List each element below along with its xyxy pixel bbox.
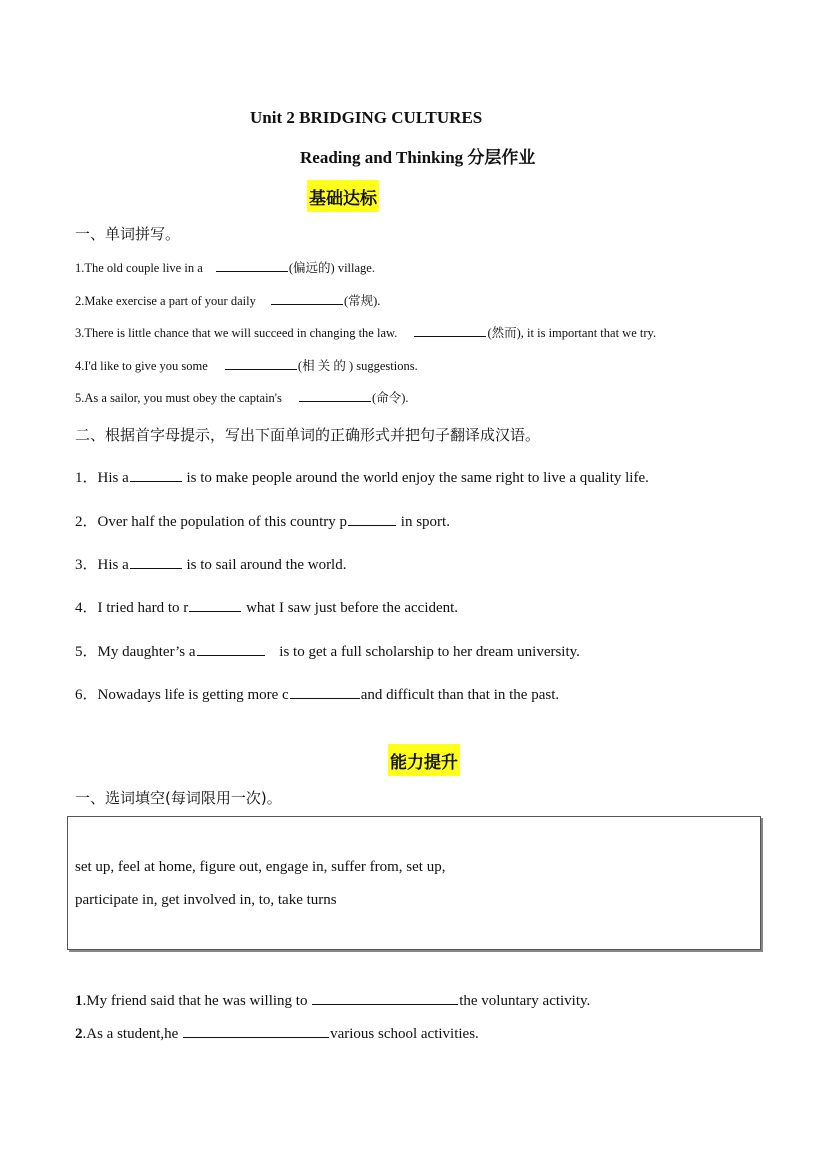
item-text: 2.Make exercise a part of your daily <box>75 294 256 308</box>
item-text: .My friend said that he was willing to <box>82 993 308 1009</box>
item-number: 1 <box>75 993 83 1009</box>
item-text: 3.There is little chance that we will succeed in changing the law. <box>75 326 398 340</box>
item-text: 1.The old couple live in a <box>75 261 203 275</box>
answer-blank[interactable] <box>216 259 288 272</box>
item-text: the voluntary activity. <box>459 993 591 1009</box>
answer-blank[interactable] <box>130 469 182 482</box>
level-badge-advanced: 能力提升 <box>388 744 460 776</box>
item-text: various school activities. <box>330 1026 479 1042</box>
answer-blank[interactable] <box>197 643 265 656</box>
item-text: 6．Nowadays life is getting more c <box>75 687 289 703</box>
item-hint: (相 关 的 ) suggestions. <box>297 359 418 373</box>
word-choice-item <box>75 1025 479 1043</box>
spelling-item <box>75 356 418 374</box>
item-text: 2．Over half the population of this country p <box>75 514 348 530</box>
item-text: 5.As a sailor, you must obey the captain's <box>75 391 282 405</box>
word-bank-line: participate in, get involved in, to, take turns <box>75 892 337 908</box>
initial-letter-item <box>75 466 649 487</box>
item-number: 2 <box>75 1026 83 1042</box>
item-text: 5．My daughter’s a <box>75 644 196 660</box>
level-badge-basic: 基础达标 <box>307 180 379 212</box>
answer-blank[interactable] <box>348 513 396 526</box>
initial-letter-item <box>75 553 346 574</box>
item-text: 4．I tried hard to r <box>75 600 189 616</box>
item-text: 4.I'd like to give you some <box>75 359 208 373</box>
spelling-item <box>75 258 375 276</box>
word-bank-box <box>67 816 761 950</box>
initial-letter-item <box>75 683 559 704</box>
word-bank-line: set up, feel at home, figure out, engage in, suffer from, set up, <box>75 859 446 875</box>
spelling-item <box>75 323 656 341</box>
item-text: .As a student,he <box>82 1026 179 1042</box>
initial-letter-item <box>75 510 450 531</box>
item-hint: (偏远的) village. <box>288 261 375 275</box>
answer-blank[interactable] <box>183 1025 329 1038</box>
item-hint: (然而), it is important that we try. <box>487 326 657 340</box>
answer-blank[interactable] <box>290 686 360 699</box>
item-text: and difficult than that in the past. <box>360 687 560 703</box>
item-text: is to sail around the world. <box>186 557 347 573</box>
page-title: Unit 2 BRIDGING CULTURES <box>250 108 483 127</box>
word-choice-item <box>75 992 590 1010</box>
section-heading-spelling: 一、单词拼写。 <box>75 225 181 243</box>
section-heading-initial-letter: 二、根据首字母提示，写出下面单词的正确形式并把句子翻译成汉语。 <box>75 426 541 444</box>
page-subtitle: Reading and Thinking 分层作业 <box>300 148 536 167</box>
initial-letter-item <box>75 640 580 661</box>
item-text: is to make people around the world enjoy the same right to live a quality life. <box>186 470 649 486</box>
answer-blank[interactable] <box>130 556 182 569</box>
answer-blank[interactable] <box>414 324 486 337</box>
answer-blank[interactable] <box>189 599 241 612</box>
item-text: 3．His a <box>75 557 129 573</box>
answer-blank[interactable] <box>271 292 343 305</box>
item-text: in sport. <box>400 514 450 530</box>
spelling-item <box>75 388 409 406</box>
answer-blank[interactable] <box>225 357 297 370</box>
item-text: is to get a full scholarship to her dream university. <box>279 644 580 660</box>
answer-blank[interactable] <box>312 992 458 1005</box>
spelling-item <box>75 291 380 309</box>
item-hint: (命令). <box>372 391 409 405</box>
item-text: 1．His a <box>75 470 129 486</box>
item-text: what I saw just before the accident. <box>246 600 459 616</box>
initial-letter-item <box>75 596 458 617</box>
item-hint: (常规). <box>343 294 381 308</box>
section-heading-word-choice: 一、选词填空(每词限用一次)。 <box>75 789 282 807</box>
answer-blank[interactable] <box>299 389 371 402</box>
